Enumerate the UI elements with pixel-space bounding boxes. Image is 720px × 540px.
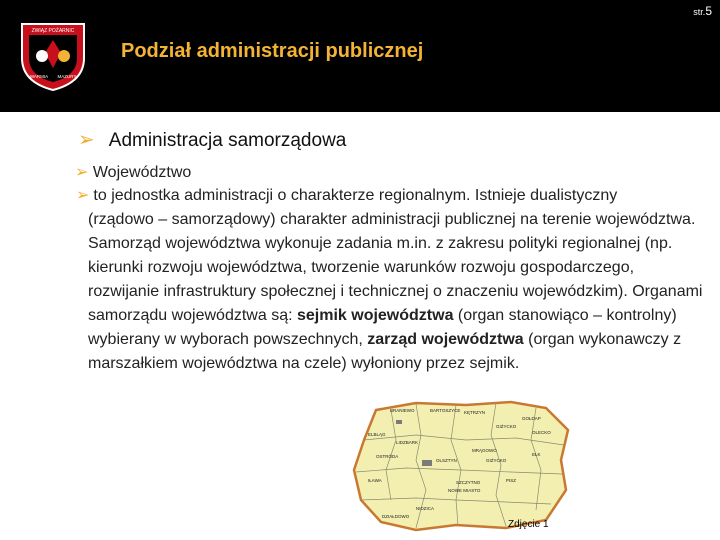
map-label: DZIAŁDOWO (382, 514, 410, 519)
map-label: EŁK (532, 452, 541, 457)
map-caption: Zdjęcie 1 (508, 519, 549, 530)
map-label: BRANIEWO (390, 408, 415, 413)
paragraph-text-3: (organ wykonawczy z marszałkiem województwa na czele) wyłoniony przez sejmik. (88, 331, 682, 372)
paragraph-first-line: to jednostka administracji o charakterze regionalnym. Istnieje dualistyczny (93, 187, 618, 204)
page-title: Podział administracji publicznej (121, 40, 424, 62)
arrow-bullet-icon: ➢ (78, 129, 95, 151)
map-label: ELBLĄG (368, 432, 386, 437)
section-heading-text: Administracja samorządowa (108, 130, 347, 151)
list-item-wojewodztwo (75, 162, 191, 182)
voivodeship-map (346, 400, 576, 536)
fire-brigade-logo (18, 20, 88, 92)
section-heading (78, 127, 346, 152)
logo-bottom-right-text: MAZURY (57, 74, 77, 79)
map-label: SZCZYTNO (456, 480, 481, 485)
map-label: OSTRÓDA (376, 454, 399, 459)
map-label: BARTOSZYCE (430, 408, 461, 413)
header-bar (0, 0, 720, 112)
map-label: OLSZTYN (436, 458, 457, 463)
body-paragraph (76, 184, 706, 376)
map-label: KĘTRZYN (464, 410, 486, 415)
map-label: GOŁDAP (522, 416, 541, 421)
page-number (693, 4, 712, 18)
zarzad-bold: zarząd województwa (367, 331, 524, 348)
map-label: PISZ (506, 478, 517, 483)
paragraph-text-1: (rządowo – samorządowy) charakter administracji publicznej na terenie województwa. Samorząd województwa wykonuje zadania m.in. z zakresu polityki regionalnej (np. kierunki rozwoju województwa, tworzenie warunków rozwoju gospodarczego, rozwijanie infrastruktury społecznej i technicznej o znaczeniu wojewódzkim). Organami samorządu województwa są: (88, 211, 703, 324)
page-number-value: 5 (705, 4, 712, 18)
sejmik-bold: sejmik województwa (296, 307, 454, 324)
map-label: MRĄGOWO (472, 448, 497, 453)
paragraph-continuation (76, 208, 706, 376)
map-label: OLECKO (532, 430, 551, 435)
paragraph-text-2: (organ stanowiąco – kontrolny) wybierany w wyborach powszechnych, (88, 307, 677, 348)
map-label: LIDZBARK (396, 440, 419, 445)
logo-top-text: ZWIĄZ POŻARNIC (31, 28, 75, 34)
map-label: NIDZICA (416, 506, 434, 511)
logo-bottom-left-text: WARMIA (29, 74, 49, 79)
map-label: GIŻYCKO (496, 424, 517, 429)
arrow-bullet-icon: ➢ (76, 187, 90, 204)
page-number-prefix: str. (693, 7, 706, 17)
map-label: GIŻYCKO (486, 458, 507, 463)
map-label: IŁAWA (368, 478, 382, 483)
map-label: NOWE MIASTO (448, 488, 481, 493)
arrow-bullet-icon: ➢ (75, 164, 89, 181)
list-item-label: Województwo (92, 164, 192, 181)
